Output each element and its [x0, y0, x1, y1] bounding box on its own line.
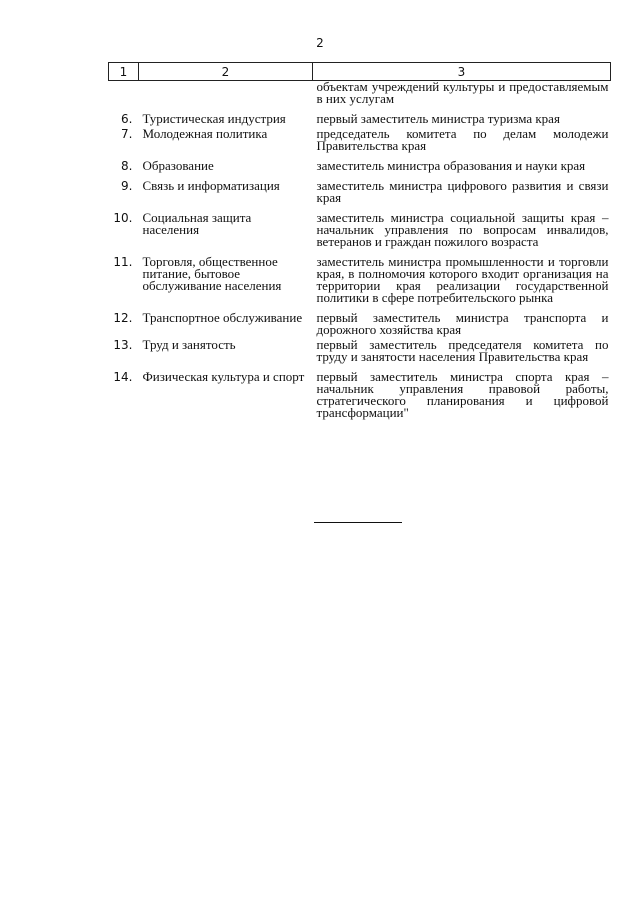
row-area: Труд и занятость [142, 337, 236, 352]
table-row [109, 212, 611, 256]
row-responsible: заместитель министра цифрового развития и связи края [316, 178, 609, 205]
table-row [109, 128, 611, 160]
row-area: Социальная защита населения [142, 210, 252, 237]
header-col-2: 2 [139, 63, 313, 81]
header-col-1: 1 [109, 63, 139, 81]
continuation-text: объектам учреждений культуры и предоставляемым в них услугам [316, 79, 609, 106]
responsibility-table [108, 62, 611, 427]
table-row-continuation [109, 81, 611, 114]
row-responsible: заместитель министра образования и науки края [316, 158, 586, 173]
row-area: Молодежная политика [142, 126, 268, 141]
row-number: 12. [113, 311, 133, 325]
row-area: Образование [142, 158, 214, 173]
row-responsible: заместитель министра промышленности и торговли края, в полномочия которого входит организация на территории края реализации государственной политики в сфере потребительского рынка [316, 254, 609, 305]
table-row [109, 312, 611, 339]
page-number: 2 [316, 36, 324, 50]
row-responsible: заместитель министра социальной защиты края – начальник управления по вопросам инвалидов, ветеранов и граждан пожилого возраста [316, 210, 609, 249]
row-number: 14. [113, 370, 133, 384]
table-row [109, 371, 611, 427]
row-number: 10. [113, 211, 133, 225]
row-number: 13. [113, 338, 133, 352]
row-area: Туристическая индустрия [142, 111, 286, 126]
row-responsible: первый заместитель министра спорта края – начальник управления правовой работы, стратегического планирования и цифровой трансформации" [316, 369, 609, 420]
row-number: 8. [121, 159, 133, 173]
row-area: Связь и информатизация [142, 178, 280, 193]
row-responsible: первый заместитель председателя комитета по труду и занятости населения Правительства края [316, 337, 609, 364]
row-area: Транспортное обслуживание [142, 310, 303, 325]
header-col-3: 3 [313, 63, 611, 81]
row-number: 6. [121, 112, 133, 126]
row-responsible: председатель комитета по делам молодежи Правительства края [316, 126, 609, 153]
row-number: 11. [113, 255, 133, 269]
table-row [109, 180, 611, 212]
table-header [109, 63, 611, 81]
table-row [109, 256, 611, 312]
row-number: 9. [121, 179, 133, 193]
table-row [109, 160, 611, 180]
end-divider-line [314, 522, 402, 523]
row-number: 7. [121, 127, 133, 141]
row-responsible: первый заместитель министра туризма края [316, 111, 560, 126]
row-area: Торговля, общественное питание, бытовое обслуживание населения [142, 254, 282, 293]
row-responsible: первый заместитель министра транспорта и дорожного хозяйства края [316, 310, 609, 337]
table-row [109, 339, 611, 371]
row-area: Физическая культура и спорт [142, 369, 305, 384]
